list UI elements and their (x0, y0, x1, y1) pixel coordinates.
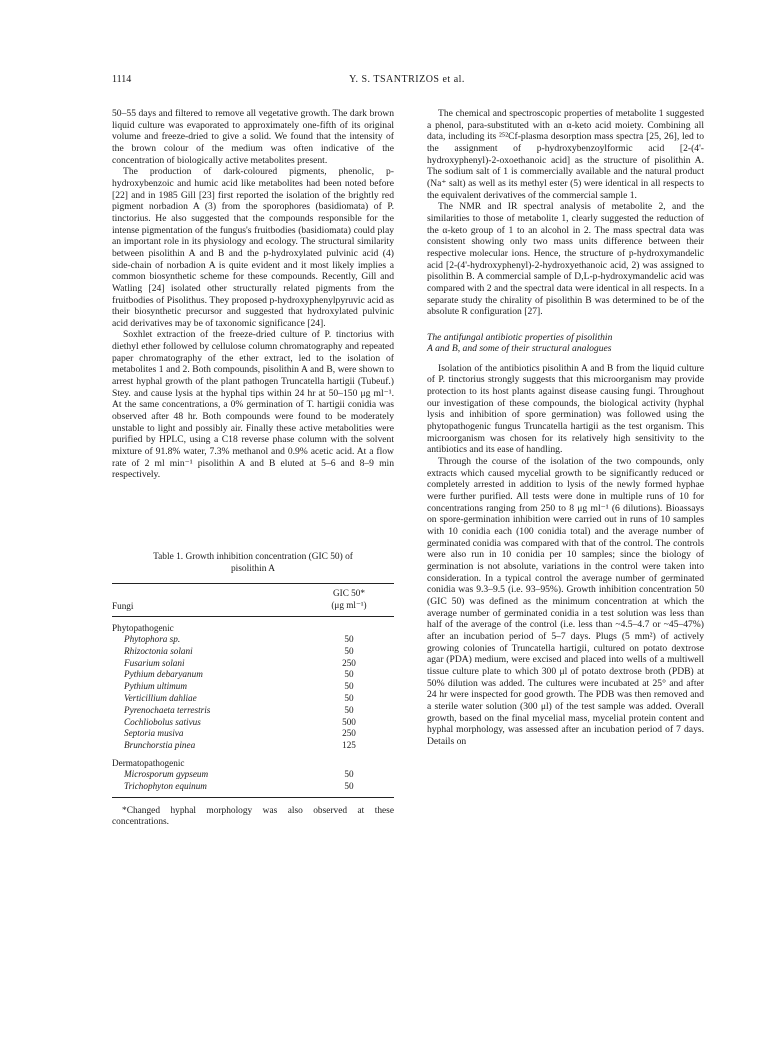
left-paragraph-1: 50–55 days and filtered to remove all vegetative growth. The dark brown liquid culture was evaporated to approximately one-fifth of its original volume and freeze-dried to give a solid. We found that the intensity of the brown colour of the medium was often indicative of the concentration of biologically active metabolites present. (112, 108, 394, 166)
column-header-gic-line-2: (μg ml⁻¹) (331, 599, 367, 610)
table-row (112, 646, 394, 658)
table-row (112, 634, 394, 646)
gic-value-cell: 50 (344, 704, 354, 715)
right-paragraph-3: Isolation of the antibiotics pisolithin A and B from the liquid culture of P. tinctorius strongly suggests that this microorganism may provide protection to its host plants against disease causing fungi. Throughout our investigation of these compounds, the biological activity (hyphal lysis and inhibition of spore germination) was followed using the phytopathogenic fungus Truncatella hartigii as the test organism. This microorganism was chosen for its relatively high sensitivity to the antibiotics and its ease of handling. (427, 362, 704, 456)
table-row (112, 669, 394, 681)
gic-value-cell: 50 (344, 681, 354, 692)
table-caption-line-2: pisolithin A (230, 563, 276, 574)
left-paragraph-2: The production of dark-coloured pigments, phenolic, p-hydroxybenzoic and humic acid like metabolites had been noted before [22] and in 1985 Gill [23] first reported the isolation of the brightly red pigment norbadion A (3) from the sporophores (basidiomata) of P. tinctorius. He also suggested that the compounds responsible for the intense pigmentation of the fungus's fruitbodies (basidiomata) could play an important role in its physiology and ecology. The structural similarity between pisolithin A and B and the p-hydroxylated pulvinic acid (4) side-chain of norbadion A is quite evident and it most likely implies a common biosynthetic scheme for these compounds. Recently, Gill and Watling [24] isolated other structurally related pigments from the fruitbodies of Pisolithus. They proposed p-hydroxyphenylpyruvic acid as their biosynthetic precursor and suggested that hydroxylated pulvinic acid derivatives may be of taxonomic significance [24]. (112, 166, 394, 329)
page-number: 1114 (112, 74, 132, 85)
table-caption-line-1: Table 1. Growth inhibition concentration (GIC 50) of (153, 552, 353, 562)
table-row (112, 781, 394, 797)
column-header-fungi: Fungi (112, 601, 134, 611)
table-1 (112, 552, 394, 829)
table-group-label: Phytopathogenic (112, 623, 174, 633)
fungus-name-cell: Rhizoctonia solani (124, 645, 193, 656)
table-body (112, 617, 394, 798)
table-row (112, 728, 394, 740)
right-paragraph-4: Through the course of the isolation of the two compounds, only extracts which caused mycelial growth to be significantly reduced or completely arrested in addition to lysis of the newly formed hyphae were further purified. All tests were done in multiple runs of 10 for concentrations ranging from 250 to 8 μg ml⁻¹ (6 dilutions). Bioassays on spore-germination inhibition were carried out in runs of 10 samples with 10 conidia each (100 conidia total) and the average number of germinated conidia was compared with that of the control. The controls were also run in 10 conidia per 10 samples; since the biology of germination is not absolute, variations in the control were taken into consideration. In a typical control the average number of germinated conidia was 9.3–9.5 (i.e. 93–95%). Growth inhibition concentration 50 (GIC 50) was defined as the minimum concentration at which the average number of germinated conidia in a test solution was less than half of the average of the control (i.e. less than ~4.5–4.7 or ~45–47%) after an incubation period of 5–7 days. Plugs (5 mm²) of actively growing colonies of Truncatella hartigii, cultured on potato dextrose agar (PDA) medium, were excised and placed into wells of a multiwell tissue culture plate to which 300 μl of potato dextrose broth (PDB) at 50% dilution was added. The cultures were incubated at 25° and after 24 hr were inspected for good growth. The PDB was then removed and a sterile water solution (300 μl) of the test sample was added. Overall growth, based on the final mycelial mass, mycelial protein content and hyphal morphology, was assessed after an incubation period of 7 days. Details on (427, 456, 704, 747)
gic-value-cell: 500 (342, 716, 356, 727)
table-row (112, 693, 394, 705)
right-paragraph-1: The chemical and spectroscopic properties of metabolite 1 suggested a phenol, para-substituted with an α-keto acid moiety. Combining all data, including its ²⁵²Cf-plasma desorption mass spectra [25, 26], led to the assignment of p-hydroxybenzoylformic acid [2-(4'-hydroxyphenyl)-2-oxoethanoic acid] as the structure of pisolithin A. The sodium salt of 1 is commercially available and the natural product (Na⁺ salt) as well as its methyl ester (5) were identical in all respects to the equivalent derivatives of the commercial sample 1. (427, 108, 704, 201)
column-header-gic (304, 584, 394, 617)
gic-value-cell: 50 (344, 645, 354, 656)
fungus-name-cell: Brunchorstia pinea (124, 740, 196, 751)
table-group-label: Dermatopathogenic (112, 757, 185, 768)
table-group-row (112, 617, 394, 635)
fungus-name-cell: Pythium debaryanum (124, 669, 203, 680)
table-row (112, 769, 394, 781)
gic-value-cell: 250 (342, 657, 356, 668)
gic-table (112, 583, 394, 798)
fungus-name-cell: Trichophyton equinum (112, 781, 304, 797)
table-row (112, 658, 394, 670)
fungus-name-cell: Cochliobolus sativus (124, 716, 201, 727)
table-group-row (112, 752, 394, 769)
gic-value-cell: 50 (344, 669, 354, 680)
gic-value-cell: 50 (344, 692, 354, 703)
right-paragraph-2: The NMR and IR spectral analysis of metabolite 2, and the similarities to those of metabolite 1, clearly suggested the reduction of the α-keto group of 1 to an alcohol in 2. The mass spectral data was consistent showing only two mass units difference between their respective molecular ions. Hence, the structure of p-hydroxymandelic acid [2-(4'-hydroxyphenyl)-2-hydroxyethanoic acid, 2) was assigned to pisolithin B. A commercial sample of D,L-p-hydroxymandelic acid was compared with 2 and the spectral data were identical in all respects. In a separate study the chirality of pisolithin B was determined to be of the absolute R configuration [27]. (427, 201, 704, 318)
gic-value-cell: 50 (304, 781, 394, 797)
section-heading-line-2: A and B, and some of their structural analogues (427, 343, 612, 355)
fungus-name-cell: Pyrenochaeta terrestris (124, 704, 211, 715)
running-head: Y. S. TSANTRIZOS et al. (349, 74, 465, 85)
column-header-gic-line-1: GIC 50* (333, 588, 365, 598)
fungus-name-cell: Verticillium dahliae (124, 692, 197, 703)
fungus-name-cell: Microsporum gypseum (124, 768, 209, 779)
table-row (112, 717, 394, 729)
table-row (112, 705, 394, 717)
fungus-name-cell: Phytophora sp. (124, 634, 181, 644)
table-footnote (112, 806, 394, 829)
right-column (427, 108, 704, 747)
section-heading (427, 332, 704, 355)
gic-value-cell: 125 (342, 740, 356, 751)
table-caption (112, 552, 394, 575)
page-header (112, 74, 702, 88)
left-column (112, 108, 394, 481)
table-row (112, 740, 394, 752)
left-paragraph-3: Soxhlet extraction of the freeze-dried culture of P. tinctorius with diethyl ether followed by cellulose column chromatography and repeated paper chromatography of the ether extract, led to the isolation of metabolites 1 and 2. Both compounds, pisolithin A and B, were shown to arrest hyphal growth of the plant pathogen Truncatella hartigii (Tubeuf.) Stey. and cause lysis at the hyphal tips within 24 hr at 50–150 μg ml⁻¹. At the same concentrations, a 0% germination of T. hartigii conidia was observed after 48 hr. Both compounds were found to be moderately unstable to light and possibly air. Finally these active metabolities were purified by HPLC, using a C18 reverse phase column with the solvent mixture of 91.8% water, 7.3% methanol and 0.9% acetic acid. At a flow rate of 2 ml min⁻¹ pisolithin A and B eluted at 5–6 and 8–9 min respectively. (112, 329, 394, 481)
gic-value-cell: 50 (344, 768, 354, 779)
gic-value-cell: 50 (344, 634, 354, 644)
fungus-name-cell: Fusarium solani (124, 657, 185, 668)
fungus-name-cell: Septoria musiva (124, 728, 184, 739)
gic-value-cell: 250 (342, 728, 356, 739)
table-footnote-text: *Changed hyphal morphology was also observed at these concentrations. (112, 805, 394, 828)
fungus-name-cell: Pythium ultimum (124, 681, 188, 692)
section-heading-line-1: The antifungal antibiotic properties of pisolithin (427, 331, 613, 343)
table-row (112, 681, 394, 693)
